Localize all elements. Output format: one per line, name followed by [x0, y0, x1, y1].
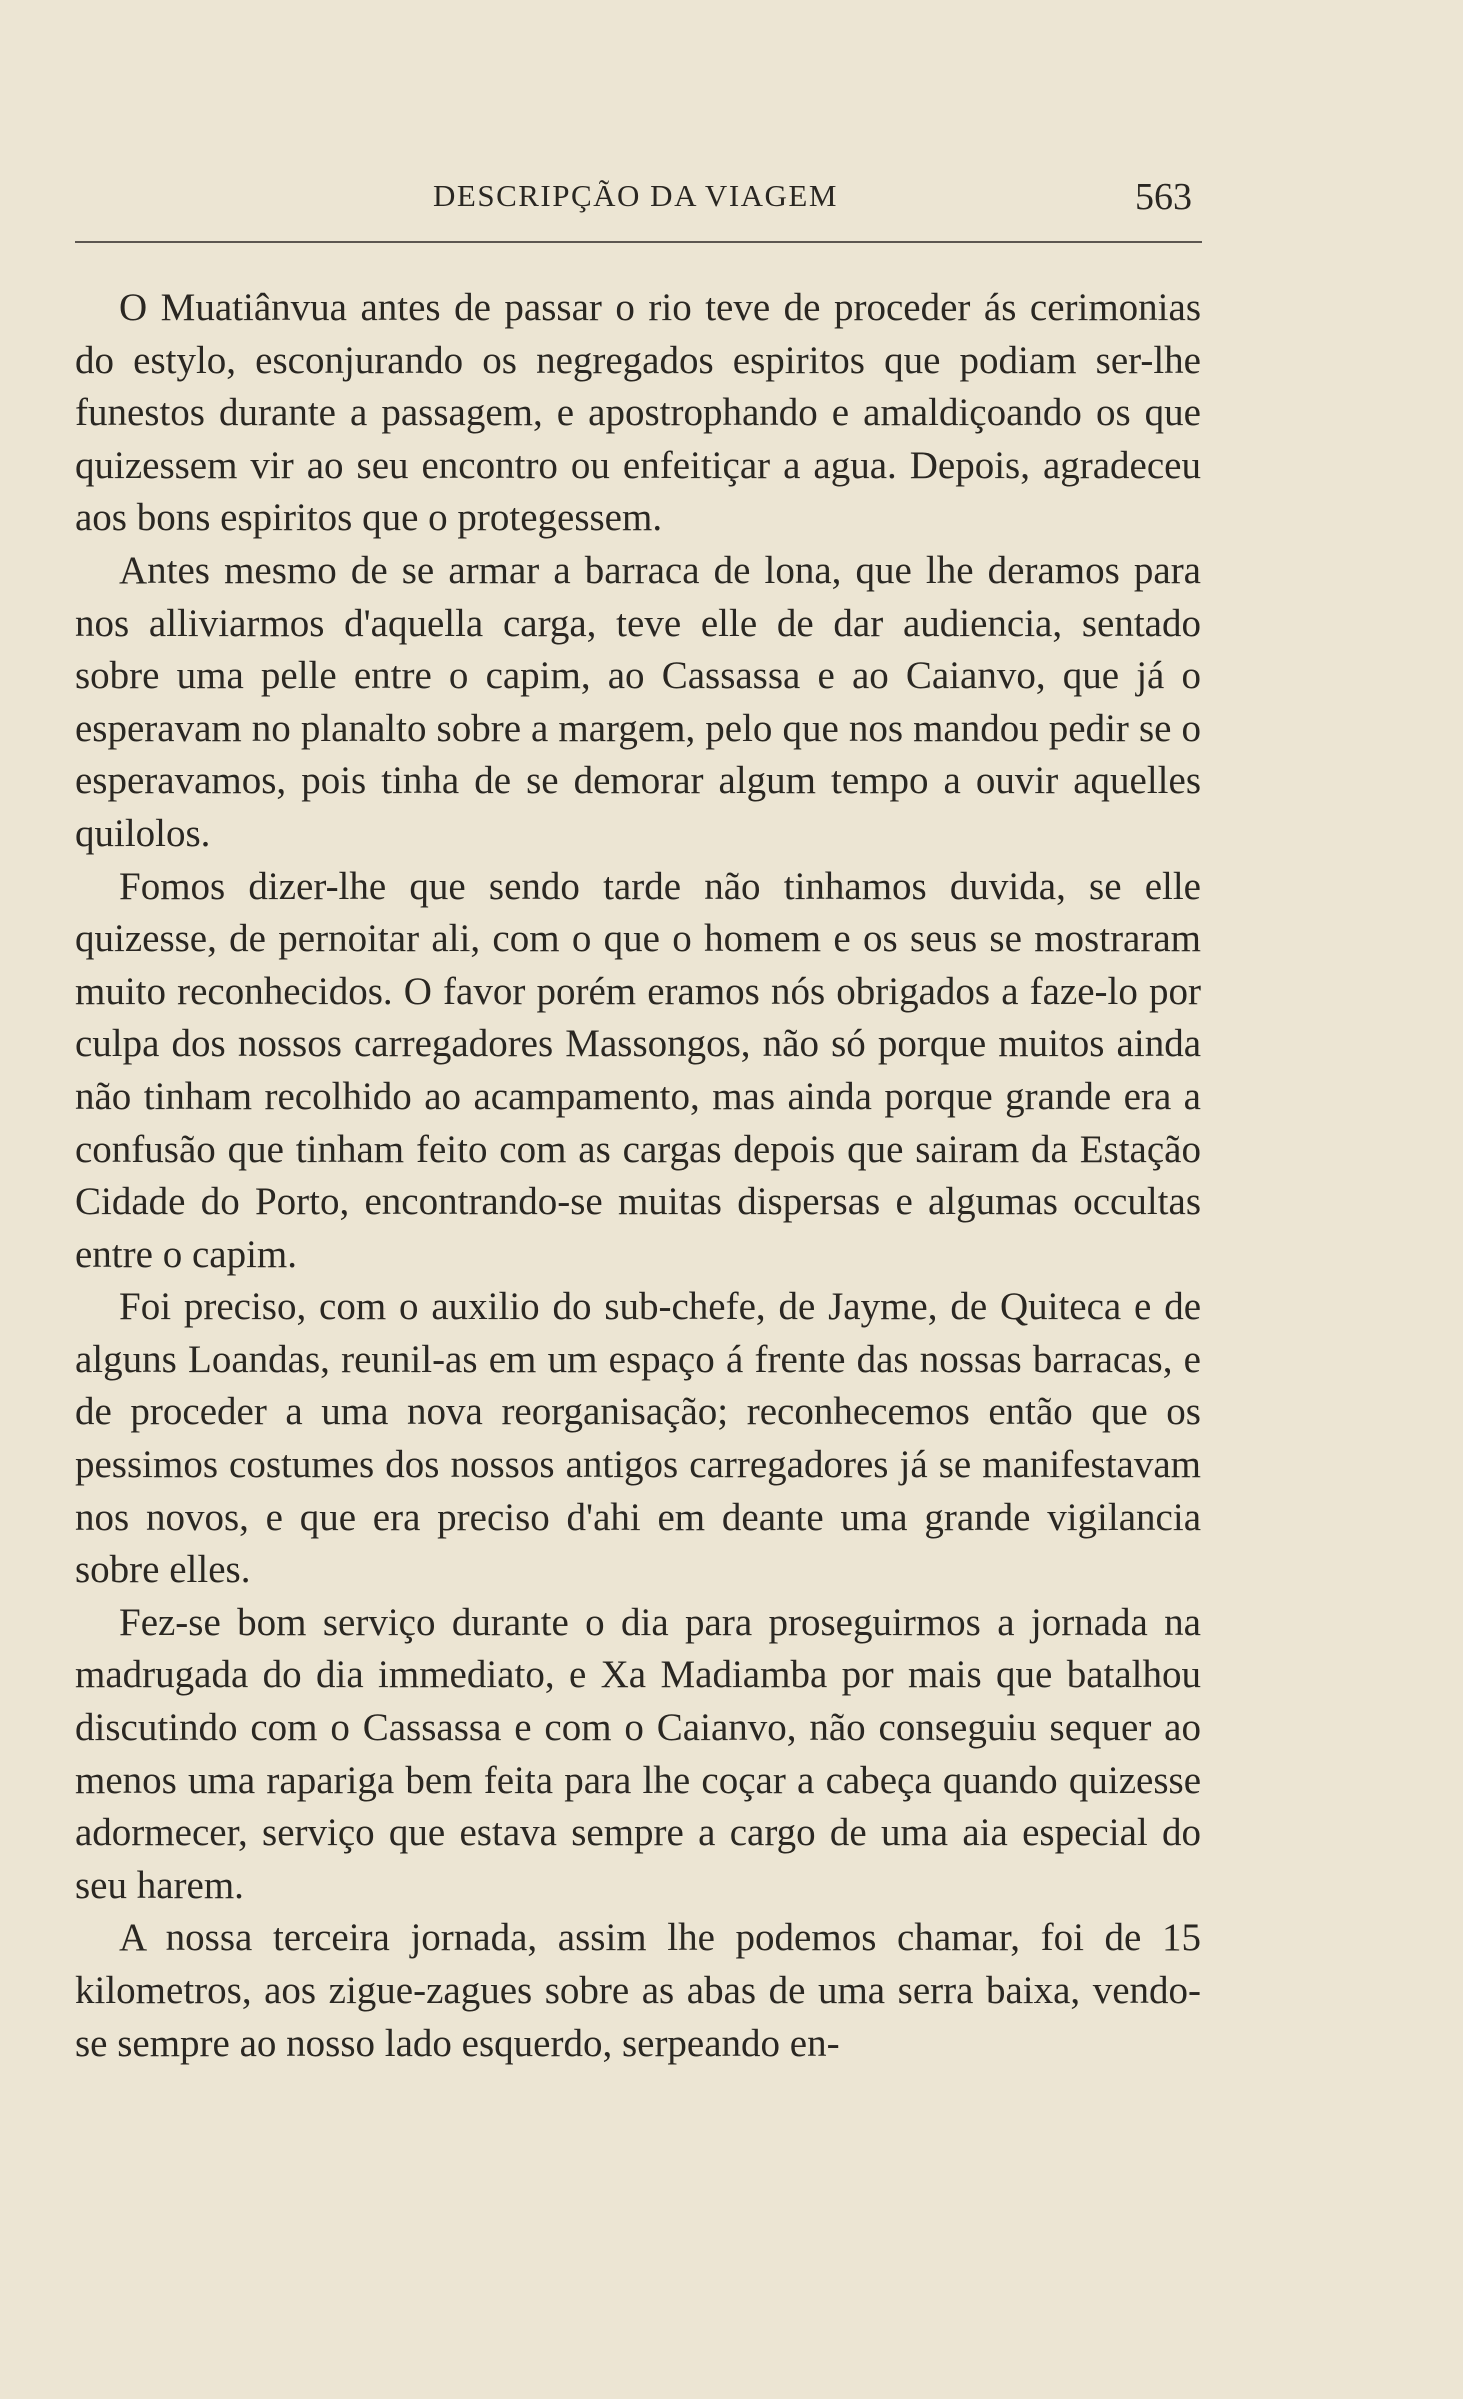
page-header — [83, 178, 1198, 222]
paragraph-2: Antes mesmo de se armar a barraca de lona, que lhe deramos para nos alliviarmos d'aquella carga, teve elle de dar audiencia, sentado sobre uma pelle entre o capim, ao Cassassa e ao Caianvo, que já o esperavam no planalto sobre a margem, pelo que nos mandou pedir se o esperavamos, pois tinha de se demorar algum tempo a ouvir aquelles quilolos. — [75, 548, 1201, 855]
paragraph-1: O Muatiânvua antes de passar o rio teve de proceder ás cerimonias do estylo, esconjurando os negregados espiritos que podiam ser-lhe funestos durante a passagem, e apostrophando e amaldiçoando os que quizessem vir ao seu encontro ou enfeitiçar a agua. Depois, agradeceu aos bons espiritos que o protegessem. — [75, 286, 1201, 540]
paragraph-3: Fomos dizer-lhe que sendo tarde não tinhamos duvida, se elle quizesse, de pernoitar ali, com o que o homem e os seus se mostraram muito reconhecidos. O favor porém eramos nós obrigados a faze-lo por culpa dos nossos carregadores Massongos, não só porque muitos ainda não tinham recolhido ao acampamento, mas ainda porque grande era a confusão que tinham feito com as cargas depois que sairam da Estação Cidade do Porto, encontrando-se muitas dispersas e algumas occultas entre o capim. — [75, 864, 1201, 1276]
running-title: DESCRIPÇÃO DA VIAGEM — [433, 178, 838, 213]
header-rule — [75, 241, 1202, 243]
paragraph-4: Foi preciso, com o auxilio do sub-chefe, de Jayme, de Quiteca e de alguns Loandas, reunil-as em um espaço á frente das nossas barracas, e de proceder a uma nova reorganisação; reconhecemos então que os pessimos costumes dos nossos antigos carregadores já se manifestavam nos novos, e que era preciso d'ahi em deante uma grande vigilancia sobre elles. — [75, 1285, 1201, 1592]
paragraph-6: A nossa terceira jornada, assim lhe podemos chamar, foi de 15 kilometros, aos zigue-zagues sobre as abas de uma serra baixa, vendo-se sempre ao nosso lado esquerdo, serpeando en- — [75, 1916, 1201, 2065]
body-text — [75, 282, 1201, 2070]
page-number: 563 — [1135, 176, 1192, 218]
paragraph-5: Fez-se bom serviço durante o dia para proseguirmos a jornada na madrugada do dia immediato, e Xa Madiamba por mais que batalhou discutindo com o Cassassa e com o Caianvo, não conseguiu sequer ao menos uma rapariga bem feita para lhe coçar a cabeça quando quizesse adormecer, serviço que estava sempre a cargo de uma aia especial do seu harem. — [75, 1600, 1201, 1907]
